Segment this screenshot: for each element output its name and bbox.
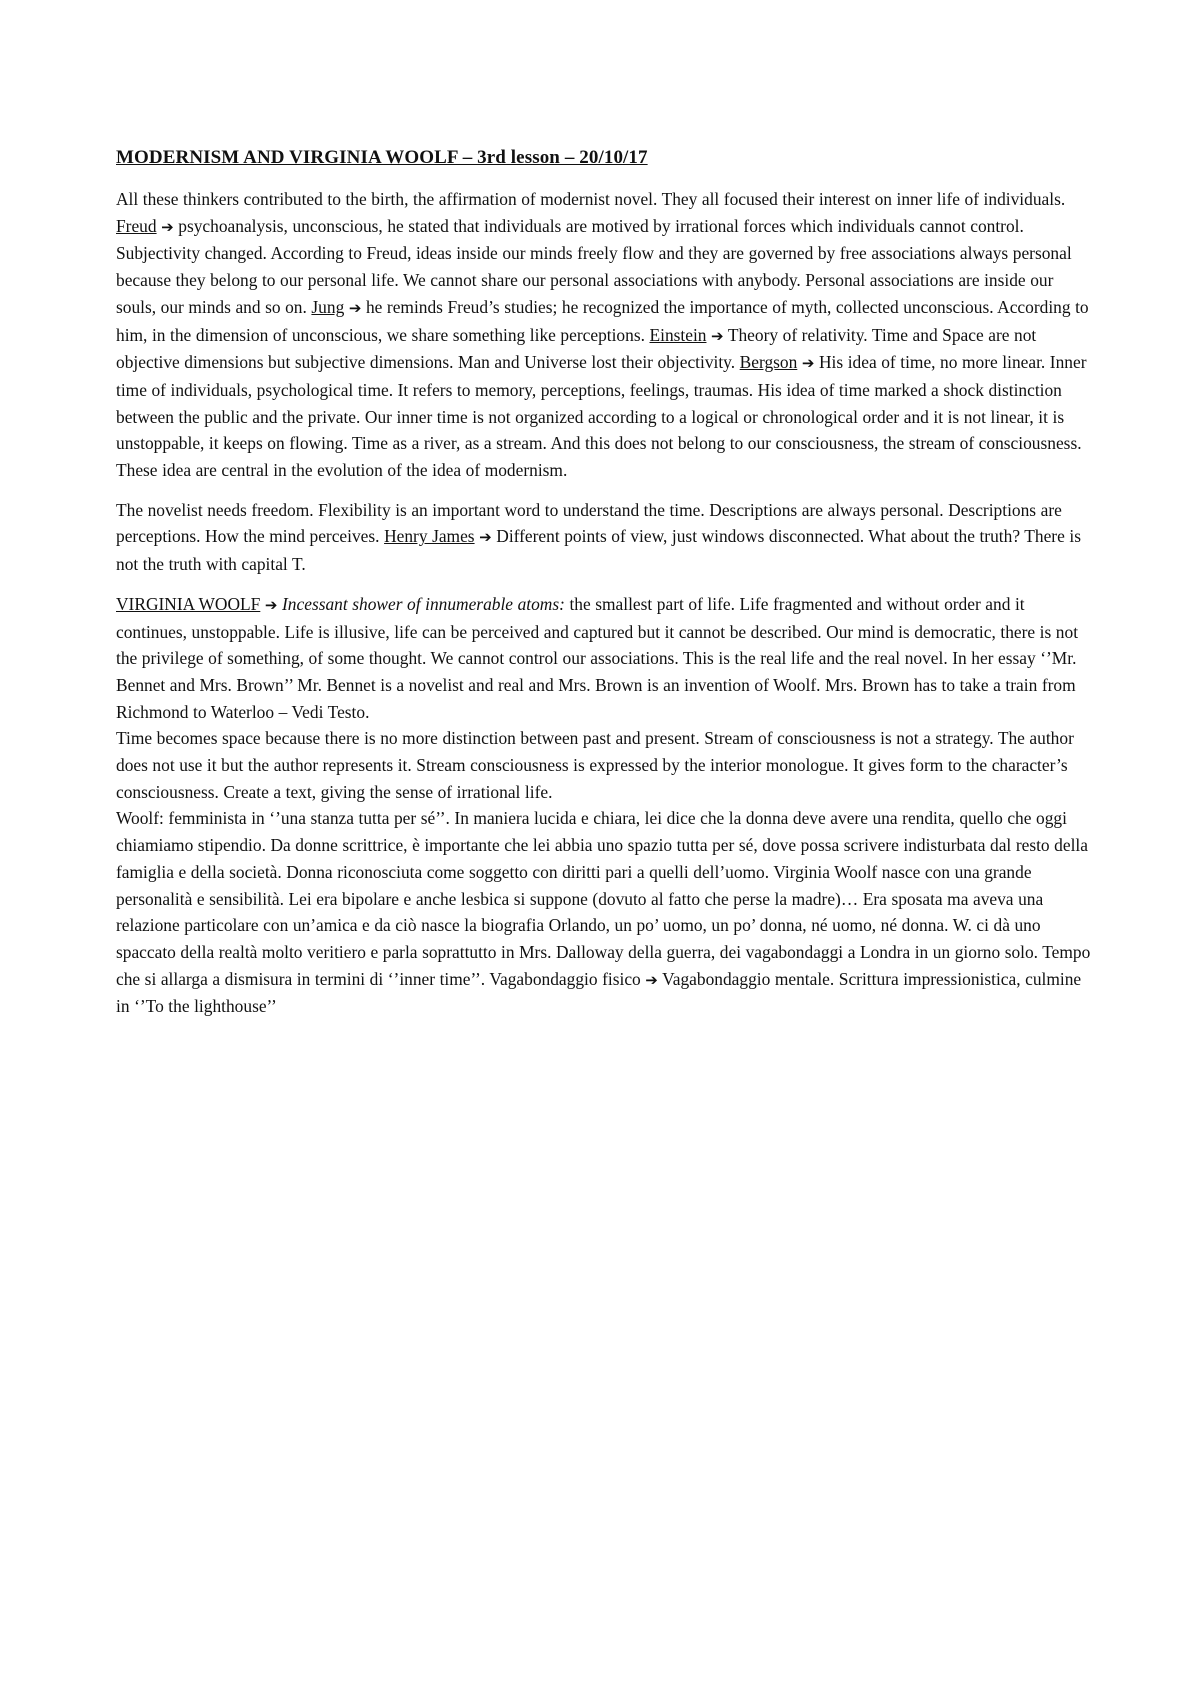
document-page xyxy=(116,145,1096,1033)
paragraph-woolf xyxy=(116,591,1096,726)
paragraph-time-space: Time becomes space because there is no more distinction between past and present. Stream of consciousness is not a strategy. The author does not use it but the author represents it. Stream consciousness is expressed by the interior monologue. It gives form to the character’s consciousness. Create a text, giving the sense of irrational life. xyxy=(116,728,1074,802)
text-run: Theory of relativity. Time and Space are not objective dimensions but subjective dimensions. Man and Universe lost their objectivity. xyxy=(116,324,1037,373)
arrow-icon: ➔ xyxy=(161,217,174,236)
text-run: Woolf: femminista in ‘’una stanza tutta per sé’’. In maniera lucida e chiara, lei dice che la donna deve avere una rendita, quello che oggi chiamiamo stipendio. Da donne scrittrice, è importante che lei abbia uno spazio tutta per sé, dove possa scrivere indisturbata dal resto della famiglia e della società. Donna riconosciuta come soggetto con diritti pari a quelli dell’uomo. Virginia Woolf nasce con una grande personalità e sensibilità. Lei era bipolare e anche lesbica si suppone (dovuto al fatto che perse la madre)… Era sposata ma aveva una relazione particolare con un’amica e da ciò nasce la biografia Orlando, un po’ uomo, un po’ donna, né uomo, né donna. W. ci dà uno spaccato della realtà molto veritiero e parla soprattutto in Mrs. Dalloway della guerra, dei vagabondaggi a Londra in un giorno solo. Tempo che si allarga a dismisura in termini di ‘’inner time’’. Vagabondaggio fisico xyxy=(116,808,1091,989)
arrow-icon: ➔ xyxy=(479,528,492,547)
text-run: The novelist needs freedom. Flexibility is an important word to understand the time. Descriptions are always personal. Descriptions are perceptions. How the mind perceives. xyxy=(116,499,1062,547)
arrow-icon: ➔ xyxy=(711,326,724,345)
arrow-icon: ➔ xyxy=(264,595,278,614)
paragraph-thinkers xyxy=(116,186,1096,484)
text-run: he reminds Freud’s studies; he recognized the importance of myth, collected unconscious. According to him, in the dimension of unconscious, we share something like perceptions. xyxy=(116,296,1089,345)
text-run: Vagabondaggio mentale. Scrittura impressionistica, culmine in ‘’To the lighthouse’’ xyxy=(116,968,1082,1017)
paragraph-novelist xyxy=(116,497,1096,578)
text-run: the smallest part of life. Life fragmented and without order and it continues, unstoppable. Life is illusive, life can be perceived and captured but it cannot be described. Our mind is democratic, there is not the privilege of something, of some thought. We cannot control our associations. This is the real life and the real novel. In her essay ‘’Mr. Bennet and Mrs. Brown’’ Mr. Bennet is a novelist and real and Mrs. Brown is an invention of Woolf. Mrs. Brown has to take a train from Richmond to Waterloo – Vedi Testo. xyxy=(116,593,1079,722)
term-bergson: Bergson xyxy=(739,352,798,373)
arrow-icon: ➔ xyxy=(348,298,362,317)
quote-italic: Incessant shower of innumerable atoms: xyxy=(282,593,565,614)
term-jung: Jung xyxy=(311,296,345,317)
arrow-icon: ➔ xyxy=(645,970,658,989)
arrow-icon: ➔ xyxy=(801,354,815,373)
document-title: MODERNISM AND VIRGINIA WOOLF – 3rd lesson – 20/10/17 xyxy=(116,147,648,168)
text-run: His idea of time, no more linear. Inner time of individuals, psychological time. It refers to memory, perceptions, feelings, traumas. His idea of time marked a shock distinction between the public and the private. Our inner time is not organized according to a logical or chronological order and it is not linear, it is unstoppable, it keeps on flowing. Time as a river, as a stream. And this does not belong to our consciousness, the stream of consciousness. These idea are central in the evolution of the idea of modernism. xyxy=(116,352,1087,481)
term-henry-james: Henry James xyxy=(384,526,475,547)
text-run: All these thinkers contributed to the birth, the affirmation of modernist novel. They all focused their interest on inner life of individuals. xyxy=(116,189,1066,209)
text-run: psychoanalysis, unconscious, he stated that individuals are motived by irrational forces which individuals cannot control. Subjectivity changed. According to Freud, ideas inside our minds freely flow and they are governed by free associations always personal because they belong to our personal life. We cannot share our personal associations with anybody. Personal associations are inside our souls, our minds and so on. xyxy=(116,215,1072,317)
term-virginia-woolf: VIRGINIA WOOLF xyxy=(116,593,261,614)
paragraph-femminista xyxy=(116,805,1096,1020)
text-run: Different points of view, just windows disconnected. What about the truth? There is not the truth with capital T. xyxy=(116,526,1081,575)
term-freud: Freud xyxy=(116,215,157,236)
term-einstein: Einstein xyxy=(649,324,707,345)
